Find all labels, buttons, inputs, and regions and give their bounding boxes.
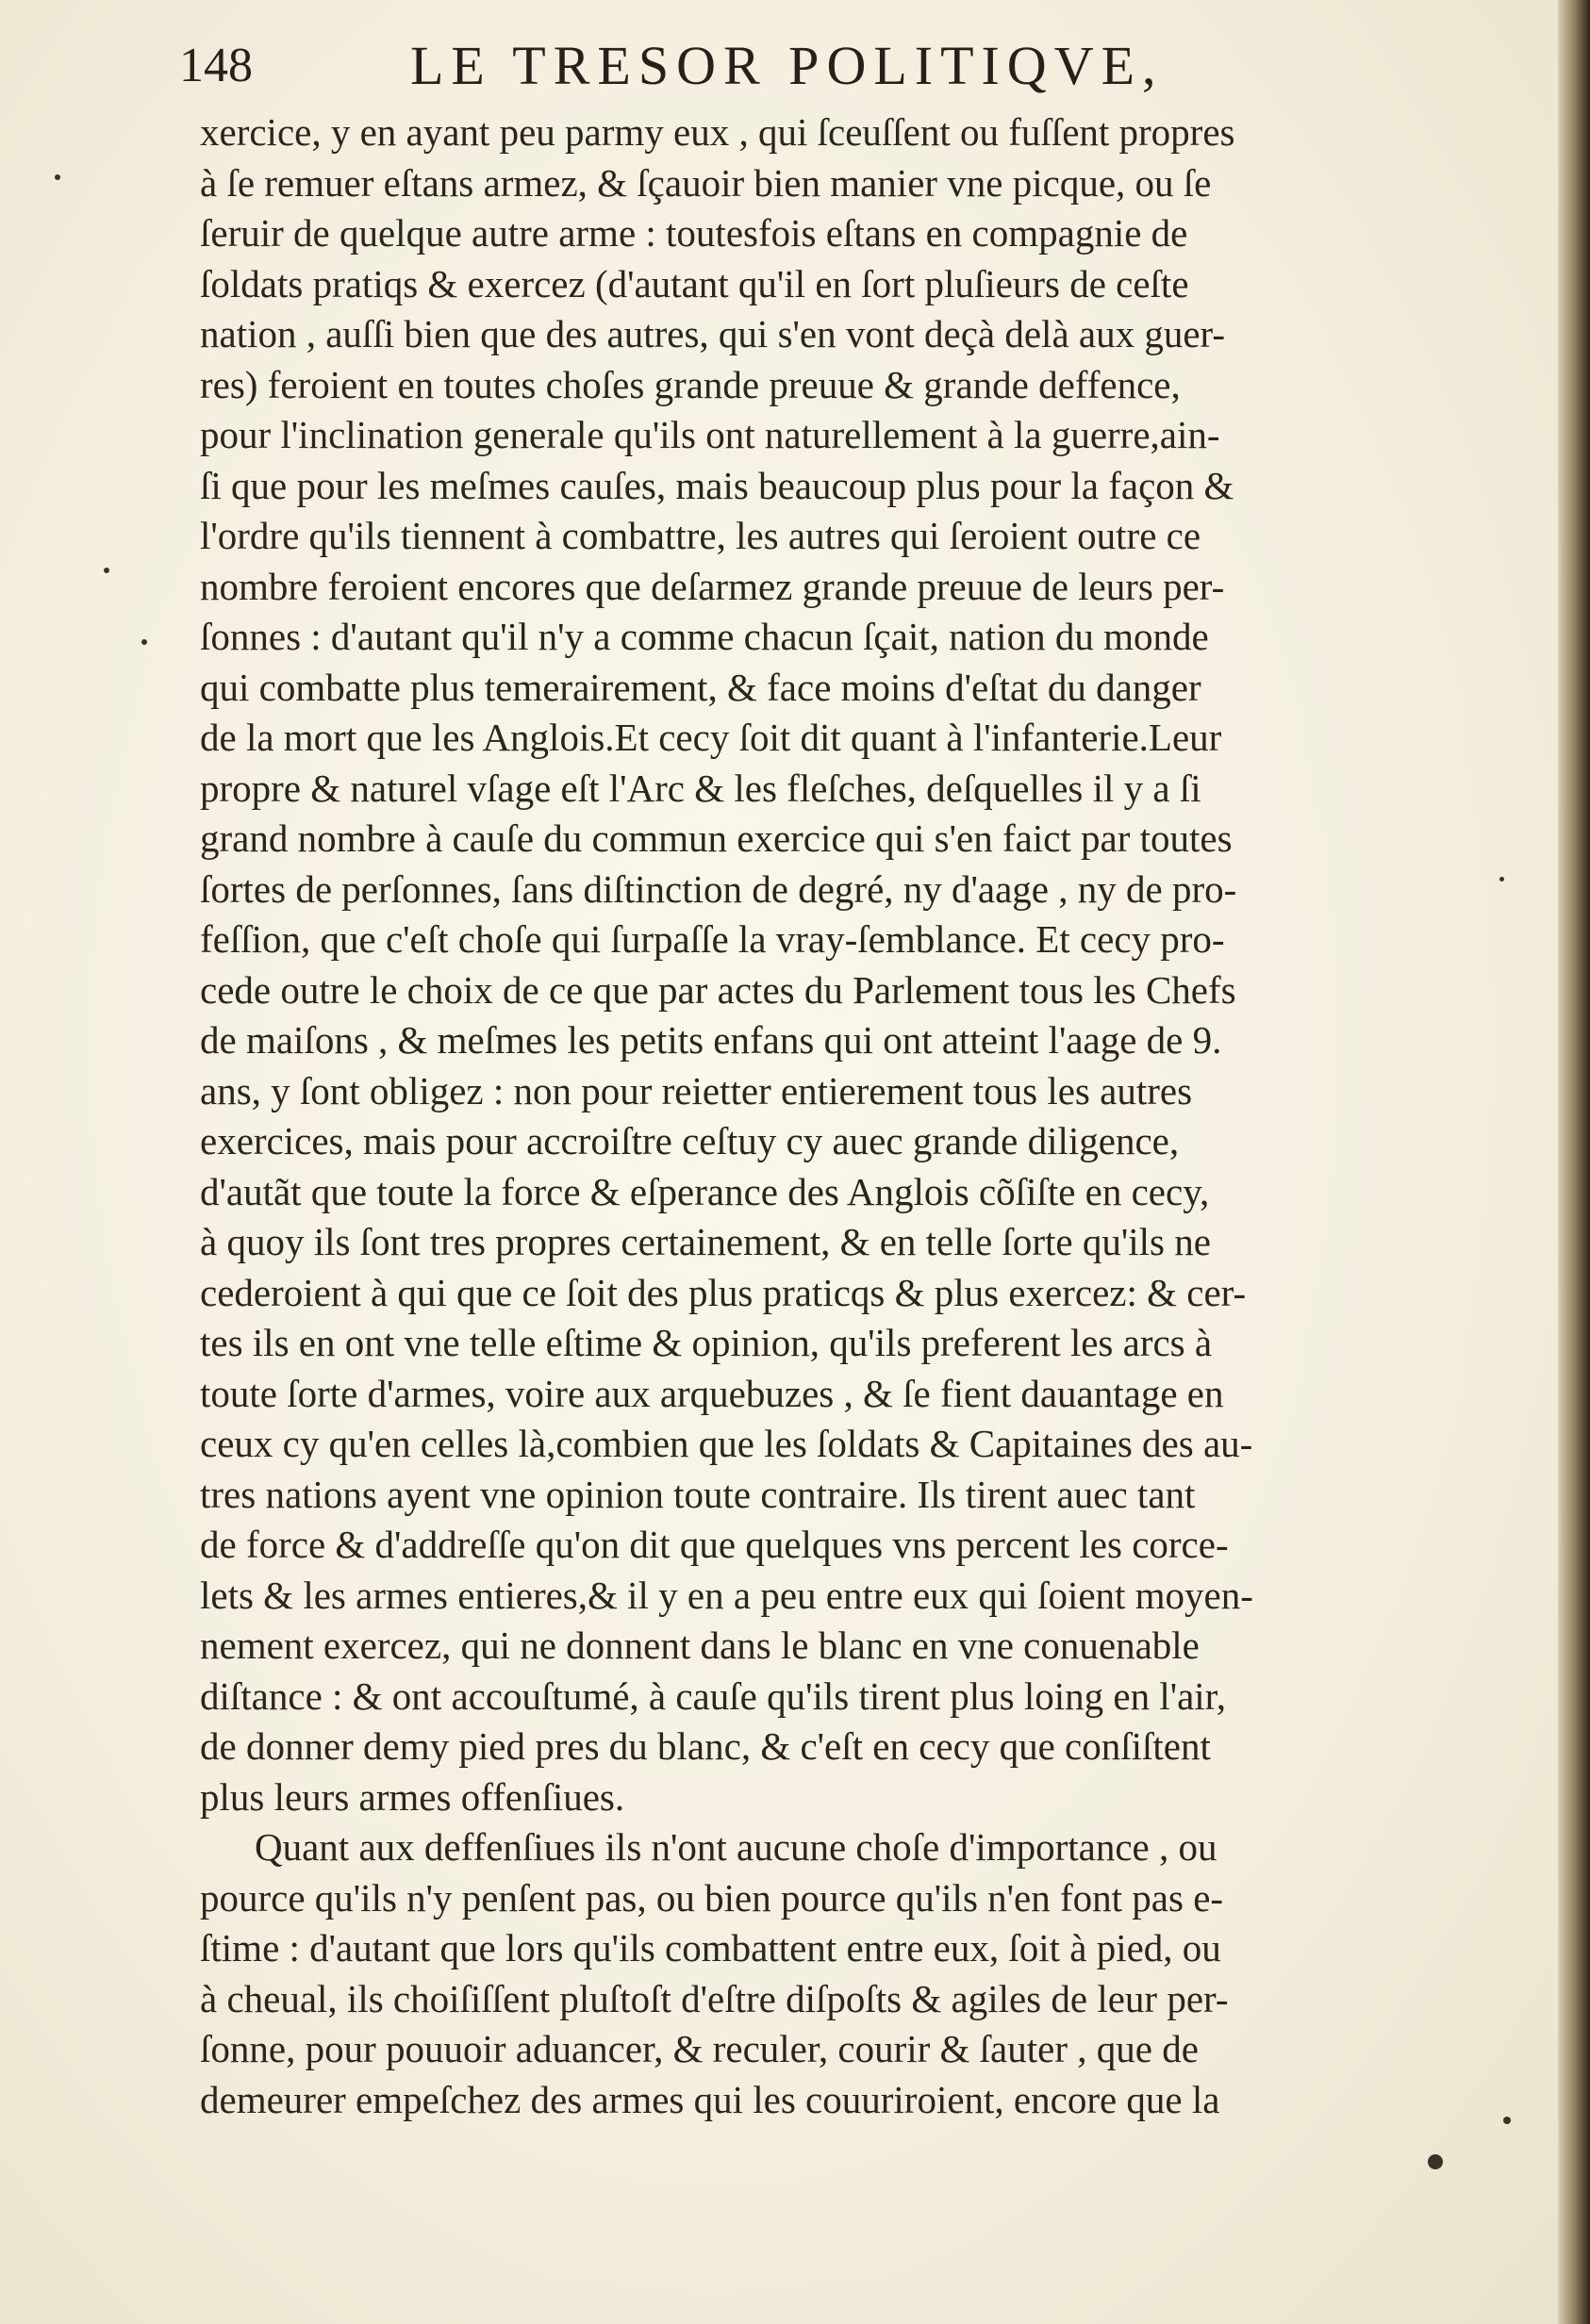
text-line: de donner demy pied pres du blanc, & c'eſt en cecy que conſiſtent <box>200 1724 1211 1768</box>
text-line: ſonne, pour pouuoir aduancer, & reculer, courir & ſauter , que de <box>200 2027 1199 2070</box>
text-line: l'ordre qu'ils tiennent à combattre, les autres qui ſeroient outre ce <box>200 514 1201 557</box>
ink-speck <box>141 639 147 645</box>
text-line: ſoldats pratiqs & exercez (d'autant qu'il en ſort pluſieurs de ceſte <box>200 261 1189 305</box>
body-text <box>200 107 1464 2125</box>
paragraph-start-line: Quant aux deffenſiues ils n'ont aucune choſe d'importance , ou <box>255 1825 1217 1869</box>
ink-speck <box>1503 2117 1511 2124</box>
text-line: toute ſorte d'armes, voire aux arquebuzes , & ſe fient dauantage en <box>200 1371 1224 1415</box>
ink-speck <box>1428 2154 1443 2169</box>
text-line: lets & les armes entieres,& il y en a peu entre eux qui ſoient moyen- <box>200 1573 1253 1617</box>
text-line: demeurer empeſchez des armes qui les couuriroient, encore que la <box>200 2077 1220 2121</box>
text-line: de maiſons , & meſmes les petits enfans qui ont atteint l'aage de 9. <box>200 1018 1222 1062</box>
text-line: plus leurs armes offenſiues. <box>200 1774 625 1819</box>
text-line: pour l'inclination generale qu'ils ont naturellement à la guerre,ain- <box>200 413 1220 456</box>
text-line: ſeruir de quelque autre arme : toutesfois eſtans en compagnie de <box>200 211 1188 255</box>
ink-speck <box>55 174 60 180</box>
text-line: de la mort que les Anglois.Et cecy ſoit dit quant à l'infanterie.Leur <box>200 716 1222 759</box>
text-line: nombre feroient encores que deſarmez grande preuue de leurs per- <box>200 564 1225 608</box>
text-line: tres nations ayent vne opinion toute contraire. Ils tirent auec tant <box>200 1472 1196 1516</box>
text-line: res) feroient en toutes choſes grande preuue & grande deffence, <box>200 362 1181 406</box>
text-line: ceux cy qu'en celles là,combien que les ſoldats & Capitaines des au- <box>200 1422 1253 1465</box>
text-line: cede outre le choix de ce que par actes du Parlement tous les Chefs <box>200 967 1236 1012</box>
text-line: de force & d'addreſſe qu'on dit que quelques vns percent les corce- <box>200 1523 1229 1566</box>
page-number: 148 <box>179 39 253 92</box>
text-line: nement exercez, qui ne donnent dans le blanc en vne conuenable <box>200 1624 1200 1667</box>
text-line: à ſe remuer eſtans armez, & ſçauoir bien manier vne picque, ou ſe <box>200 160 1212 205</box>
text-line: propre & naturel vſage eſt l'Arc & les fleſches, deſquelles il y a ſi <box>200 766 1201 810</box>
text-line: exercices, mais pour accroiſtre ceſtuy cy auec grande diligence, <box>200 1119 1180 1162</box>
text-line: tes ils en ont vne telle eſtime & opinion, qu'ils preferent les arcs à <box>200 1321 1213 1364</box>
running-title: LE TRESOR POLITIQVE, <box>410 35 1164 96</box>
binding-edge <box>1558 0 1590 2324</box>
text-line: ans, y ſont obligez : non pour reietter entierement tous les autres <box>200 1068 1193 1113</box>
text-line: ſonnes : d'autant qu'il n'y a comme chacun ſçait, nation du monde <box>200 615 1209 658</box>
ink-speck <box>1499 877 1504 882</box>
page-header <box>179 28 1330 104</box>
text-line: xercice, y en ayant peu parmy eux , qui ſceuſſent ou fuſſent propres <box>200 110 1235 154</box>
text-line: ſtime : d'autant que lors qu'ils combattent entre eux, ſoit à pied, ou <box>200 1926 1221 1970</box>
text-line: qui combatte plus temerairement, & face moins d'eſtat du danger <box>200 665 1201 709</box>
text-line: grand nombre à cauſe du commun exercice qui s'en faict par toutes <box>200 816 1233 860</box>
text-line: feſſion, que c'eſt choſe qui ſurpaſſe la vray-ſemblance. Et cecy pro- <box>200 917 1225 961</box>
ink-speck <box>104 568 109 573</box>
text-line: pource qu'ils n'y penſent pas, ou bien pource qu'ils n'en font pas e- <box>200 1875 1224 1920</box>
text-line: à quoy ils ſont tres propres certainement, & en telle ſorte qu'ils ne <box>200 1220 1211 1263</box>
text-line: nation , auſſi bien que des autres, qui s'en vont deçà delà aux guer- <box>200 312 1226 355</box>
text-line: ſortes de perſonnes, ſans diſtinction de degré, ny d'aage , ny de pro- <box>200 866 1237 911</box>
text-line: ſi que pour les meſmes cauſes, mais beaucoup plus pour la façon & <box>200 463 1234 507</box>
text-line: à cheual, ils choiſiſſent pluſtoſt d'eſtre diſpoſts & agiles de leur per- <box>200 1976 1229 2020</box>
text-line: diſtance : & ont accouſtumé, à cauſe qu'ils tirent plus loing en l'air, <box>200 1673 1226 1718</box>
text-line: cederoient à qui que ce ſoit des plus praticqs & plus exercez: & cer- <box>200 1270 1247 1314</box>
text-line: d'autãt que toute la force & eſperance des Anglois cõſiſte en cecy, <box>200 1169 1210 1213</box>
